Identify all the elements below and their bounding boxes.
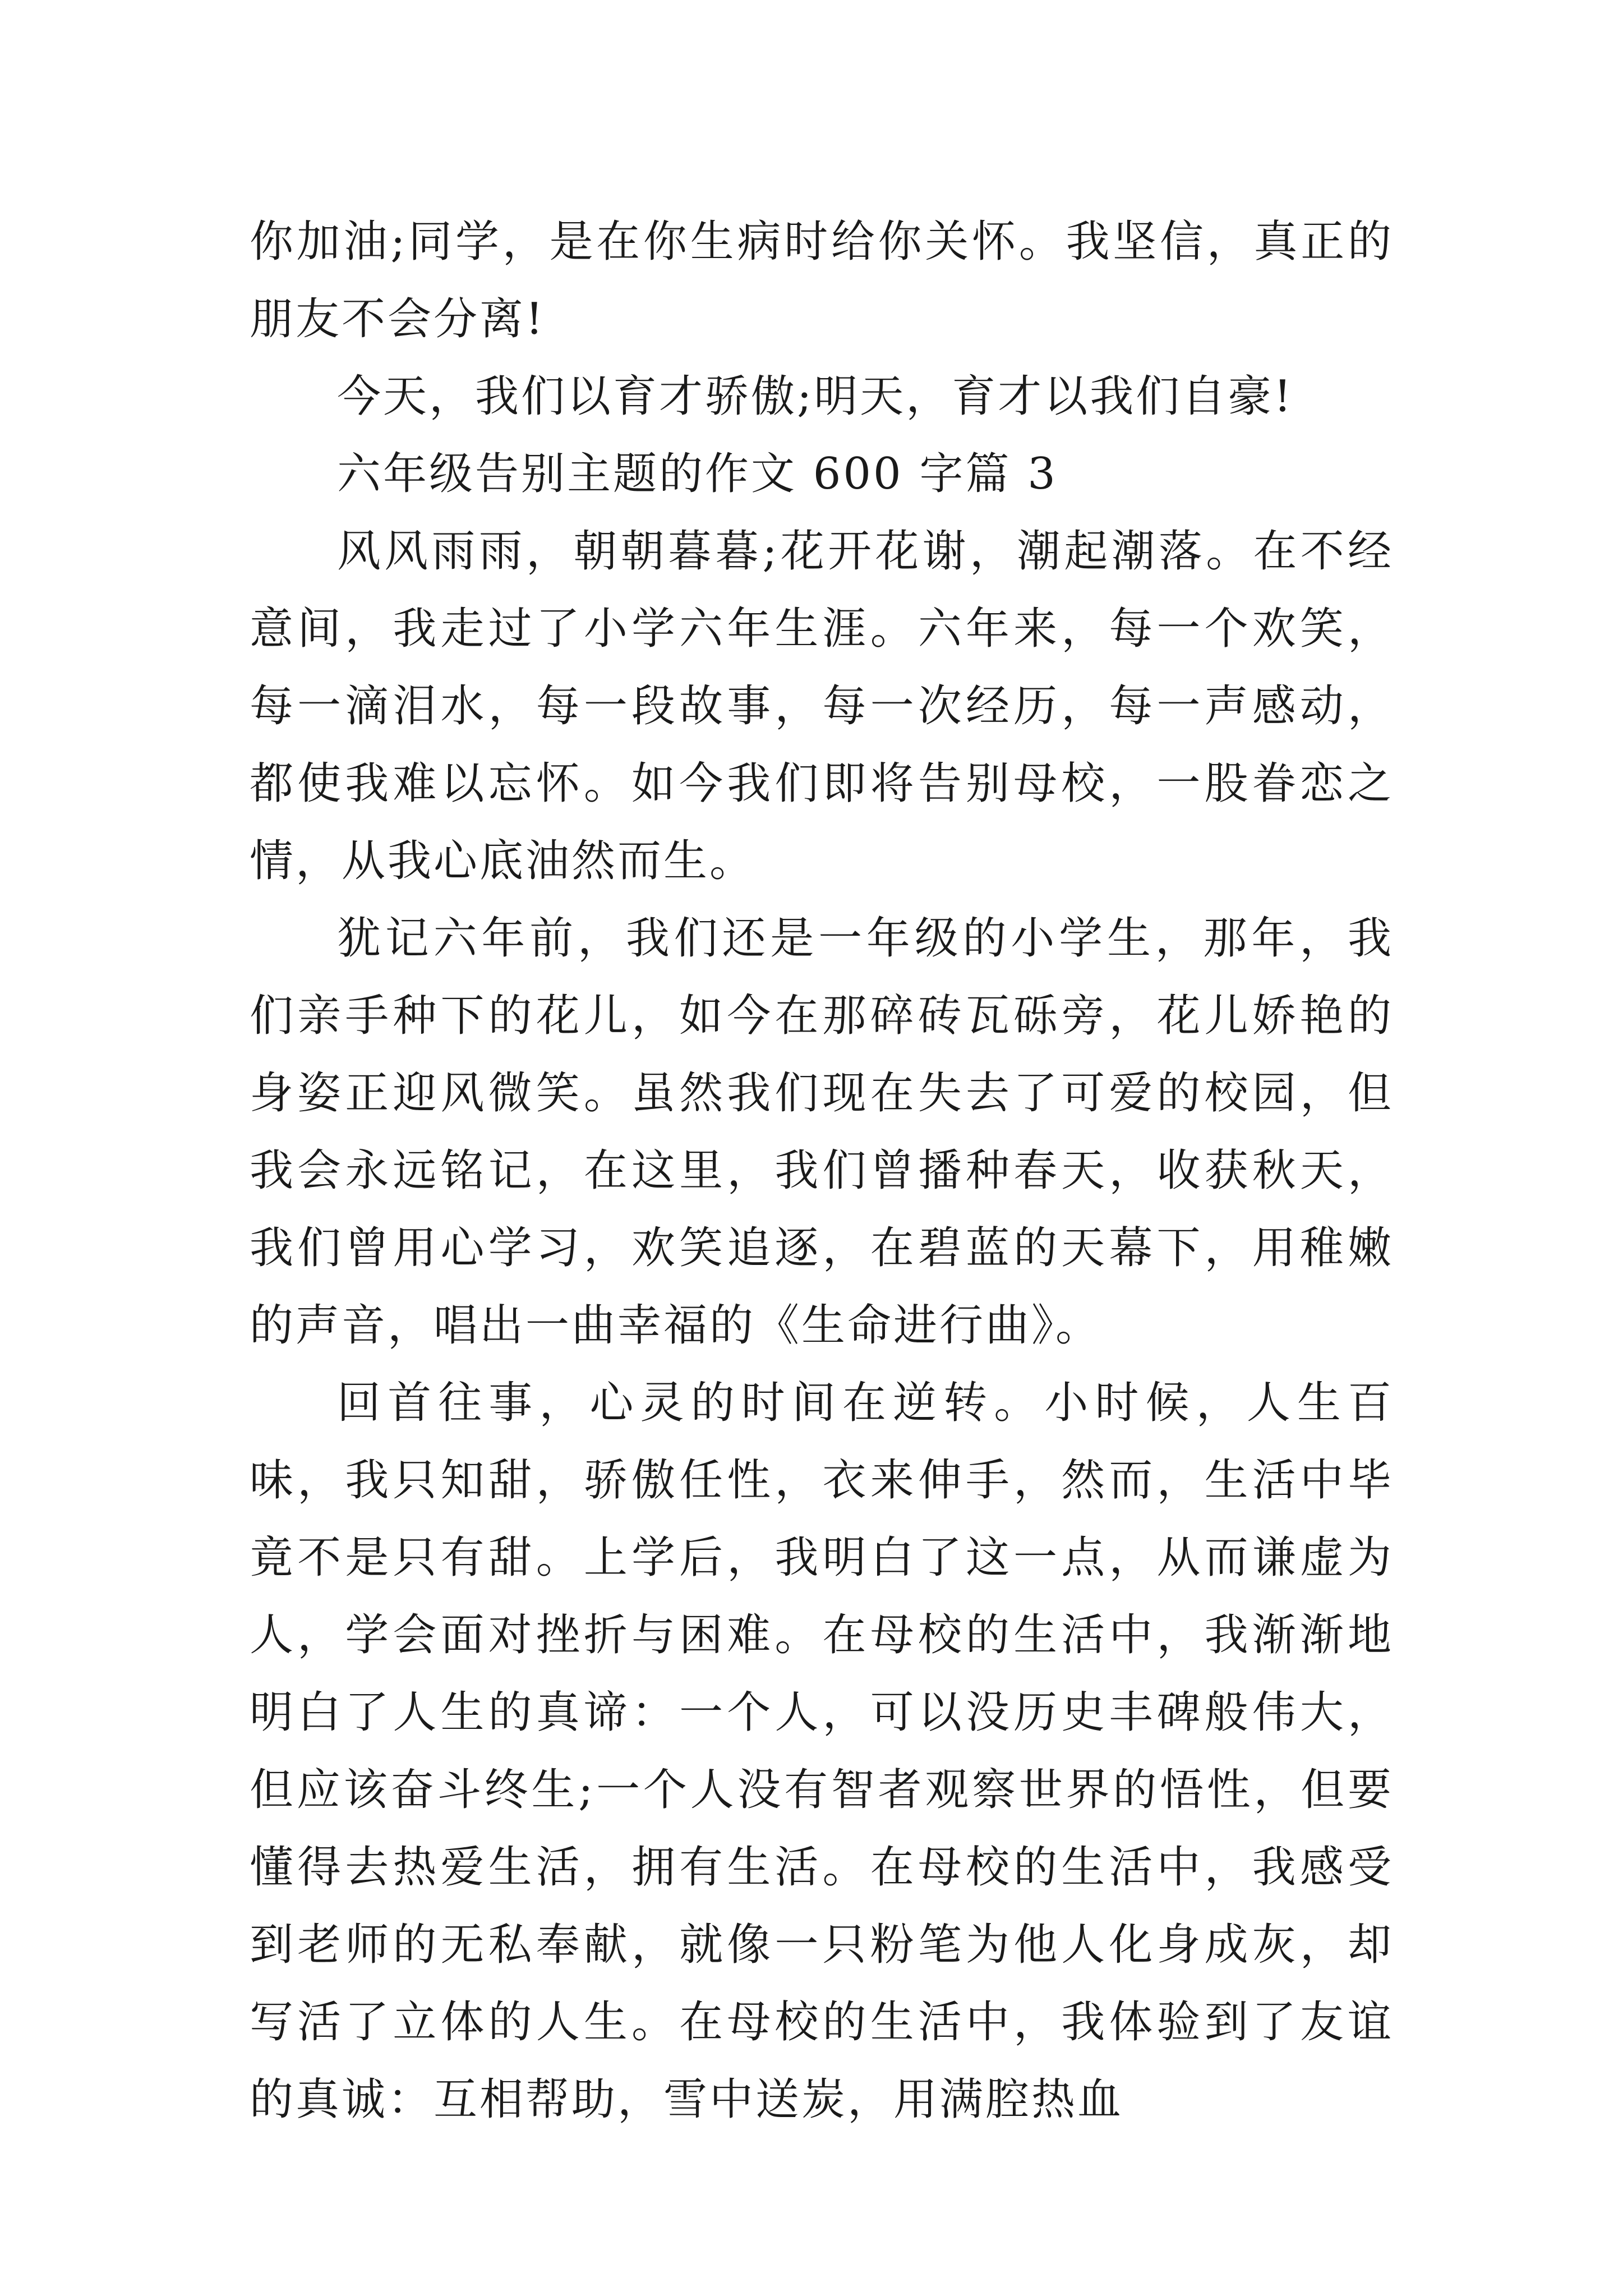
paragraph-4: 犹记六年前，我们还是一年级的小学生，那年，我们亲手种下的花儿，如今在那碎砖瓦砾旁，花儿娇艳的身姿正迎风微笑。虽然我们现在失去了可爱的校园，但我会永远铭记，在这里，我们曾播种春天，收获秋天，我们曾用心学习，欢笑追逐，在碧蓝的天幕下，用稚嫩的声音，唱出一曲幸福的《生命进行曲》。 <box>250 913 1394 1351</box>
section-heading: 六年级告别主题的作文 600 字篇 3 <box>337 449 1058 499</box>
paragraph-5: 回首往事，心灵的时间在逆转。小时候，人生百味，我只知甜，骄傲任性，衣来伸手，然而，生活中毕竟不是只有甜。上学后，我明白了这一点，从而谦虚为人，学会面对挫折与困难。在母校的生活中，我渐渐地明白了人生的真谛：一个人，可以没历史丰碑般伟大，但应该奋斗终生;一个人没有智者观察世界的悟性，但要懂得去热爱生活，拥有生活。在母校的生活中，我感受到老师的无私奉献，就像一只粉笔为他人化身成灰，却写活了立体的人生。在母校的生活中，我体验到了友谊的真诚：互相帮助，雪中送炭，用满腔热血 <box>250 1378 1394 2125</box>
paragraph-1: 你加油;同学，是在你生病时给你关怀。我坚信，真正的朋友不会分离! <box>250 217 1394 344</box>
essay-body <box>250 203 1394 2138</box>
paragraph-2: 今天，我们以育才骄傲;明天，育才以我们自豪! <box>337 371 1294 422</box>
paragraph-3: 风风雨雨，朝朝暮暮;花开花谢，潮起潮落。在不经意间，我走过了小学六年生涯。六年来，每一个欢笑，每一滴泪水，每一段故事，每一次经历，每一声感动，都使我难以忘怀。如今我们即将告别母校，一股眷恋之情，从我心底油然而生。 <box>250 526 1394 886</box>
